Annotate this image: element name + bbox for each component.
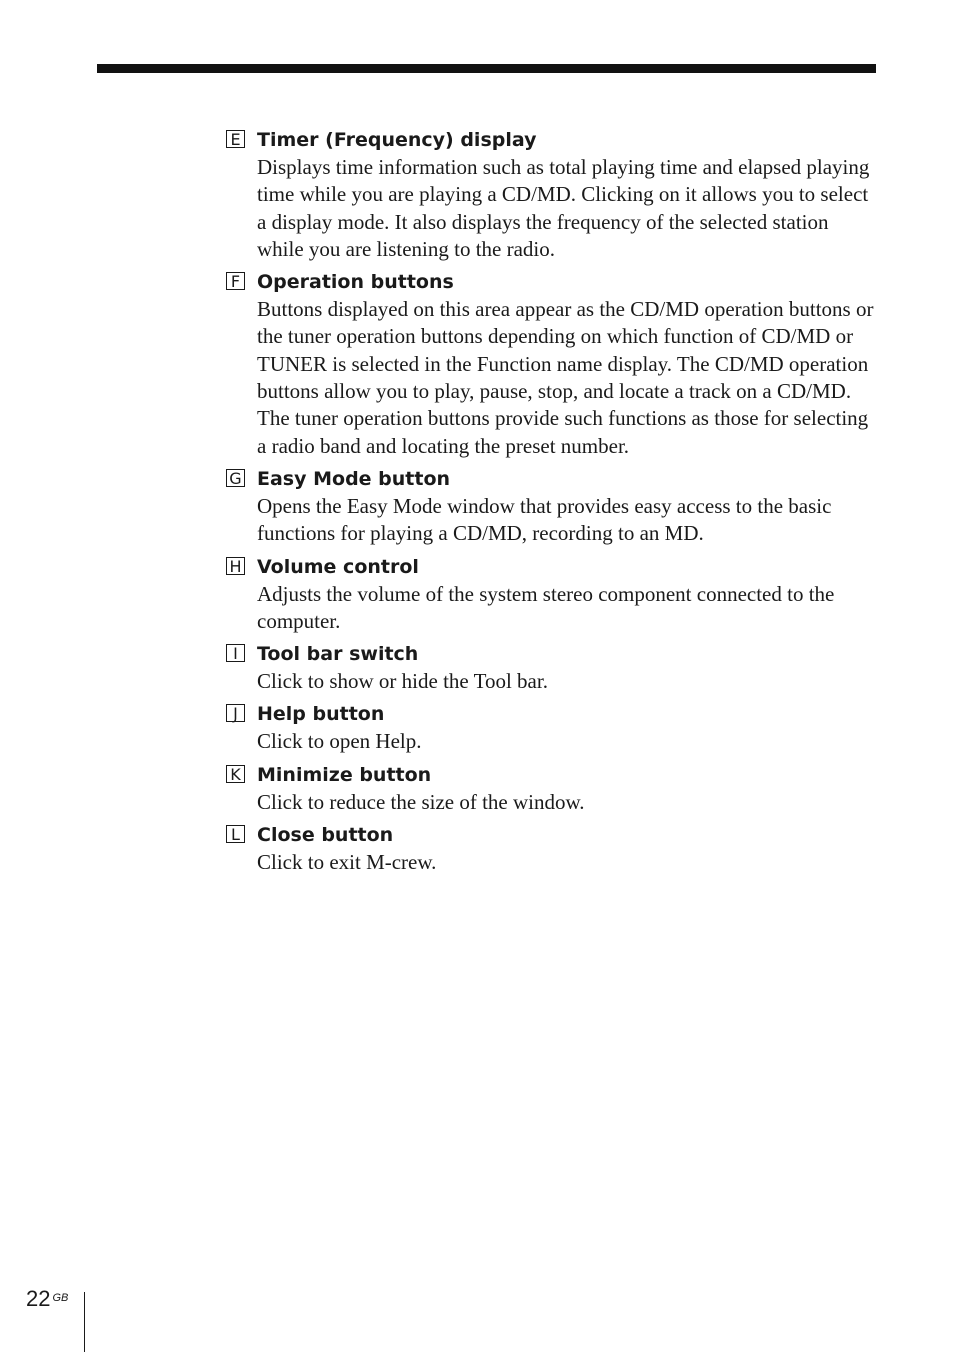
entry-help-button [226,701,878,755]
entry-title: Timer (Frequency) display [257,129,537,151]
entry-title: Easy Mode button [257,467,451,490]
entry-description: Click to show or hide the Tool bar. [257,669,548,694]
entry-description: Click to exit M-crew. [257,850,437,875]
entry-letter-box: H [226,557,245,575]
entry-title: Help button [257,703,385,726]
page-number-value: 22 [26,1286,51,1311]
page-number-suffix: GB [52,1292,69,1304]
entry-description: Opens the Easy Mode window that provides easy access to the basic functions for playing a CD/MD, recording to an MD. [257,493,832,546]
entry-title: Tool bar switch [257,643,419,666]
entry-tool-bar-switch [226,641,878,695]
entry-timer-display [226,127,878,263]
entry-volume-control [226,554,878,636]
entry-close-button [226,822,878,876]
entry-title: Close button [257,824,394,847]
footer-side-rule [84,1292,85,1352]
entry-letter-box: G [226,469,245,487]
entry-description: Click to open Help. [257,729,422,754]
entry-letter-box: J [226,704,245,722]
top-rule [97,64,876,73]
entry-title: Volume control [257,555,419,578]
entry-description: Displays time information such as total playing time and elapsed playing time while you are playing a CD/MD. Clicking on it allows you to select a display mode. It also displays the frequency of the selected station while you are listening to the radio. [257,155,870,261]
entry-title: Operation buttons [257,271,454,294]
entry-description: Buttons displayed on this area appear as the CD/MD operation buttons or the tuner operation buttons depending on which function of CD/MD or TUNER is selected in the Function name display. The CD/MD operation buttons allow you to play, pause, stop, and locate a track on a CD/MD. The tuner operation buttons provide such functions as those for selecting a radio band and locating the preset number. [257,297,874,458]
entry-description: Click to reduce the size of the window. [257,789,585,814]
entry-letter-box: L [226,825,245,843]
entry-letter-box: F [226,272,245,290]
entry-easy-mode-button [226,466,878,548]
entry-description: Adjusts the volume of the system stereo component connected to the computer. [257,581,835,633]
entry-minimize-button [226,762,878,816]
entry-letter-box: I [226,644,245,662]
entry-list [226,127,878,882]
entry-letter-box: K [226,765,245,783]
entry-operation-buttons [226,269,878,460]
entry-letter-box: E [226,130,245,148]
page-number [26,1285,68,1313]
entry-title: Minimize button [257,763,432,786]
